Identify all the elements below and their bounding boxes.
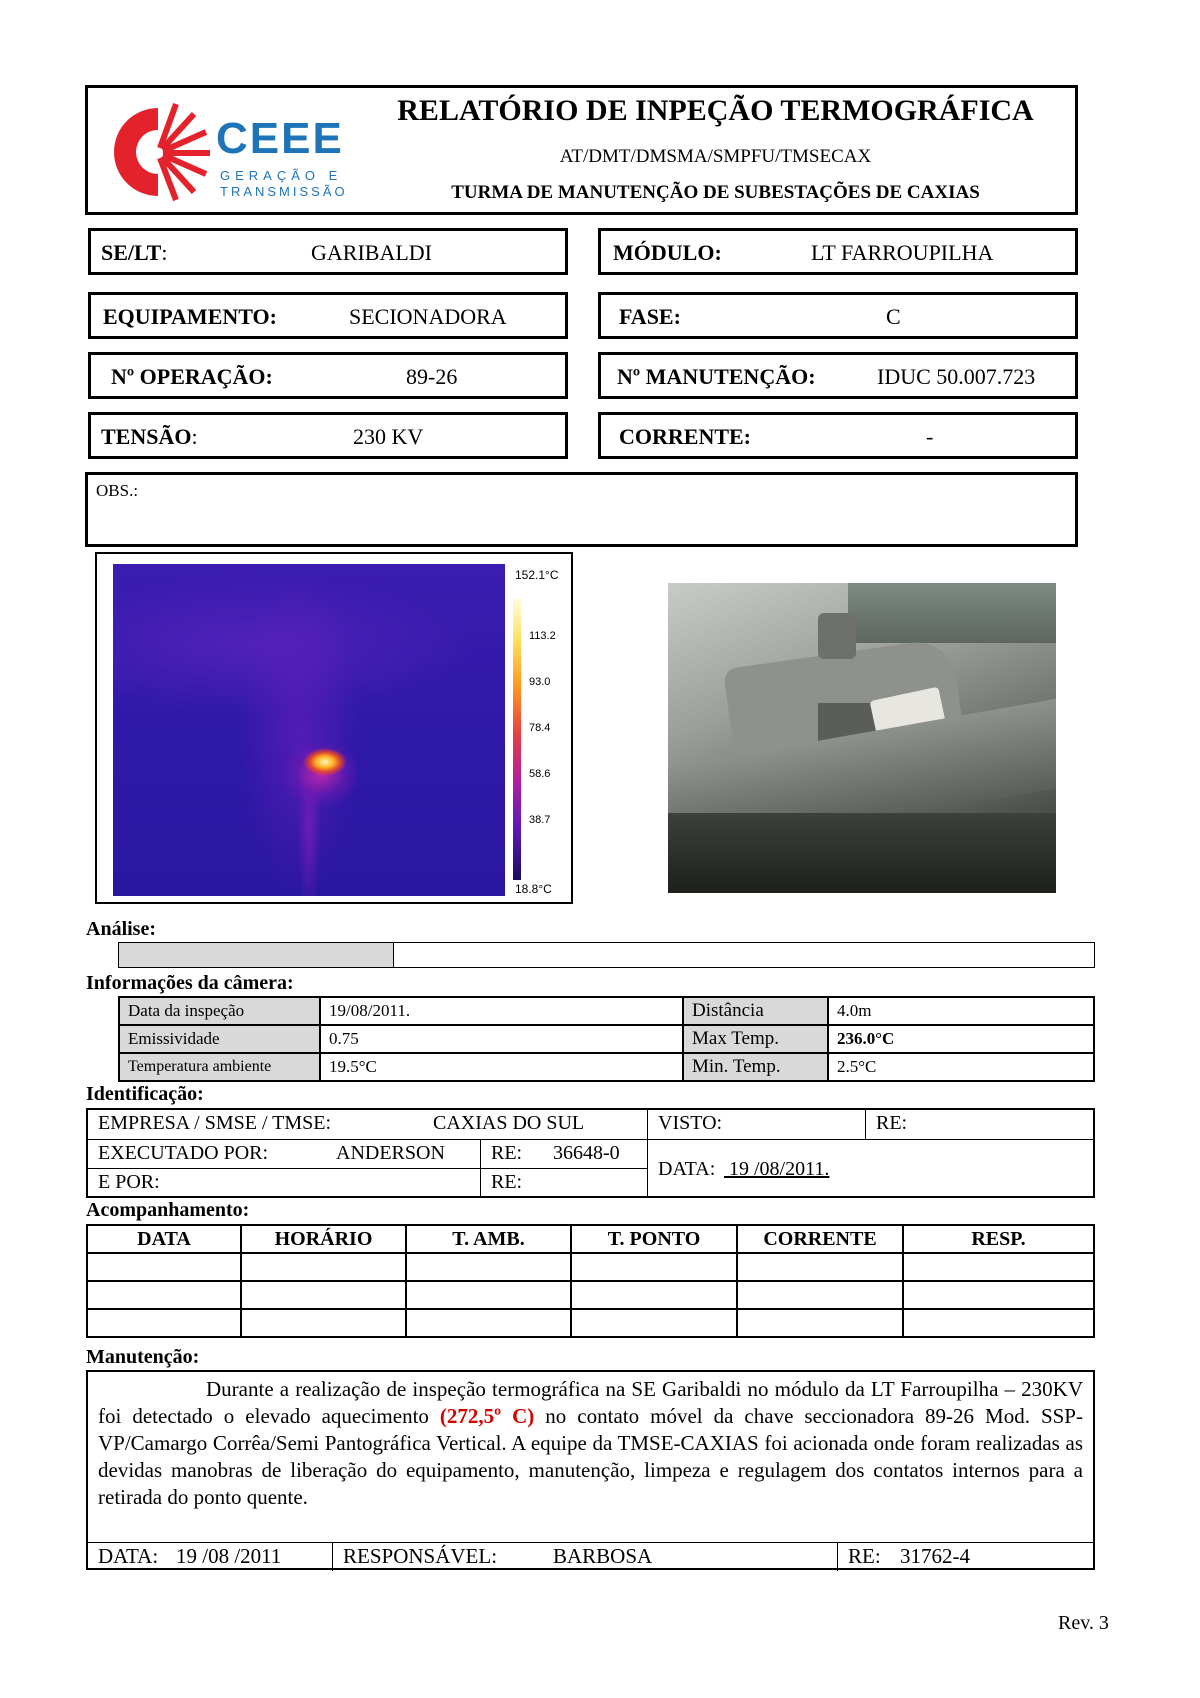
logo-sub1: GERAÇÃO E — [220, 168, 343, 183]
field-tensao — [88, 412, 568, 459]
thermal-scale-min: 18.8°C — [515, 882, 552, 896]
table-row — [87, 1225, 1094, 1253]
thermal-tick-3: 58.6 — [529, 768, 551, 780]
table-row — [119, 1053, 1094, 1081]
field-manutencao-num — [598, 352, 1078, 399]
maintenance-highlight: (272,5º C) — [439, 1404, 535, 1428]
col-resp: RESP. — [903, 1225, 1094, 1253]
obs-label: OBS.: — [96, 481, 139, 500]
epor-label: E POR: — [98, 1171, 160, 1193]
visto-re-label: RE: — [876, 1112, 908, 1134]
ceee-sunburst-icon — [96, 96, 216, 204]
camera-label: Min. Temp. — [683, 1053, 828, 1081]
camera-label: Emissividade — [119, 1025, 320, 1053]
camera-label: Data da inspeção — [119, 997, 320, 1025]
camera-title: Informações da câmera: — [86, 972, 294, 994]
camera-label: Distância — [683, 997, 828, 1025]
field-fase — [598, 292, 1078, 339]
photo-bottom-shadow — [668, 813, 1056, 893]
se-lt-label: SE/LT — [101, 240, 162, 265]
executado-re-value: 36648-0 — [553, 1142, 620, 1164]
maintenance-resp-label: RESPONSÁVEL: — [343, 1544, 498, 1568]
table-row — [87, 1253, 1094, 1281]
thermal-tick-4: 38.7 — [529, 814, 551, 826]
corrente-label: CORRENTE: — [619, 424, 752, 449]
table-row — [119, 997, 1094, 1025]
table-row — [87, 1281, 1094, 1309]
tensao-value: 230 KV — [353, 424, 424, 449]
tensao-label: TENSÃO — [101, 424, 192, 449]
col-t-ponto: T. PONTO — [571, 1225, 737, 1253]
photo-bolt — [818, 613, 856, 659]
follow-up-title: Acompanhamento: — [86, 1199, 250, 1221]
camera-value: 4.0m — [828, 997, 1094, 1025]
modulo-value: LT FARROUPILHA — [811, 240, 994, 265]
identification-data-value: 19 /08/2011. — [724, 1158, 830, 1180]
maintenance-text — [98, 1376, 1083, 1511]
field-equipamento — [88, 292, 568, 339]
field-se-lt — [88, 228, 568, 275]
analysis-gray-cell — [119, 943, 394, 967]
analysis-title: Análise: — [86, 918, 156, 940]
empresa-label: EMPRESA / SMSE / TMSE: — [98, 1112, 332, 1134]
camera-value: 19/08/2011. — [320, 997, 683, 1025]
table-row — [119, 1025, 1094, 1053]
thermal-color-scale — [513, 598, 521, 880]
field-modulo — [598, 228, 1078, 275]
fase-value: C — [886, 304, 901, 329]
report-code: AT/DMT/DMSMA/SMPFU/TMSECAX — [559, 146, 872, 167]
maintenance-box — [86, 1370, 1095, 1570]
thermal-tick-1: 93.0 — [529, 676, 551, 688]
revision-label: Rev. 3 — [1058, 1612, 1109, 1634]
executado-re-label: RE: — [491, 1142, 523, 1164]
identification-data-label: DATA: — [658, 1158, 716, 1180]
photo-background-yard — [848, 583, 1056, 643]
equipamento-value: SECIONADORA — [349, 304, 507, 329]
thermal-image-frame — [95, 552, 573, 904]
maintenance-text-after: no contato móvel da chave seccionadora 89-26 Mod. SSP-VP/Camargo Corrêa/Semi Pantográfica Vertical. A equipe da TMSE-CAXIAS foi acionada onde foram realizadas as devidas manobras de liberação do equipamento, manutenção, limpeza e regulagem dos contatos internos para a retirada do ponto quente. — [98, 1404, 1083, 1509]
manutencao-num-label: Nº MANUTENÇÃO: — [617, 364, 816, 389]
logo-sub2: TRANSMISSÃO — [220, 184, 348, 199]
epor-re-label: RE: — [491, 1171, 523, 1193]
camera-label: Temperatura ambiente — [119, 1053, 320, 1081]
fase-label: FASE: — [619, 304, 681, 329]
tensao-sep: : — [191, 424, 198, 449]
maintenance-text-before: Durante a realização de inspeção termográfica na SE Garibaldi no módulo da LT Farroupilha – 230KV foi detectado o elevado aquecimento — [98, 1377, 1083, 1428]
report-header — [85, 85, 1078, 215]
executado-label: EXECUTADO POR: — [98, 1142, 269, 1164]
table-row — [87, 1309, 1094, 1337]
analysis-bar — [118, 942, 1095, 968]
maintenance-re-label: RE: — [848, 1544, 881, 1568]
equipment-photo — [668, 583, 1056, 893]
col-data: DATA — [87, 1225, 241, 1253]
camera-value: 19.5°C — [320, 1053, 683, 1081]
thermal-scale-max: 152.1°C — [515, 568, 559, 582]
modulo-label: MÓDULO: — [613, 240, 722, 265]
report-title: RELATÓRIO DE INPEÇÃO TERMOGRÁFICA — [397, 94, 1034, 127]
thermal-tick-2: 78.4 — [529, 722, 551, 734]
thermal-image — [113, 564, 505, 896]
camera-value: 0.75 — [320, 1025, 683, 1053]
camera-value: 2.5°C — [828, 1053, 1094, 1081]
maintenance-data-label: DATA: — [98, 1544, 159, 1568]
operacao-label: Nº OPERAÇÃO: — [111, 364, 273, 389]
maintenance-title: Manutenção: — [86, 1346, 200, 1368]
report-team: TURMA DE MANUTENÇÃO DE SUBESTAÇÕES DE CAXIAS — [451, 182, 980, 203]
operacao-value: 89-26 — [406, 364, 458, 389]
camera-table — [118, 996, 1095, 1082]
logo-wordmark: CEEE — [216, 114, 344, 163]
se-lt-sep: : — [161, 240, 168, 265]
identification-box — [86, 1108, 1095, 1198]
col-t-amb: T. AMB. — [406, 1225, 571, 1253]
corrente-value: - — [926, 424, 934, 449]
field-corrente — [598, 412, 1078, 459]
manutencao-num-value: IDUC 50.007.723 — [877, 364, 1036, 389]
ceee-logo — [96, 96, 346, 206]
col-corrente: CORRENTE — [737, 1225, 903, 1253]
camera-value: 236.0°C — [828, 1025, 1094, 1053]
empresa-value: CAXIAS DO SUL — [433, 1112, 585, 1134]
maintenance-re-value: 31762-4 — [900, 1544, 970, 1568]
maintenance-data-value: 19 /08 /2011 — [176, 1544, 282, 1568]
executado-value: ANDERSON — [336, 1142, 445, 1164]
identification-title: Identificação: — [86, 1083, 204, 1105]
visto-label: VISTO: — [658, 1112, 723, 1134]
field-obs — [85, 472, 1078, 547]
maintenance-resp-value: BARBOSA — [553, 1544, 653, 1568]
col-horario: HORÁRIO — [241, 1225, 406, 1253]
follow-up-table — [86, 1224, 1095, 1338]
se-lt-value: GARIBALDI — [311, 240, 432, 265]
field-operacao — [88, 352, 568, 399]
thermal-tick-0: 113.2 — [529, 630, 556, 642]
camera-label: Max Temp. — [683, 1025, 828, 1053]
equipamento-label: EQUIPAMENTO: — [103, 304, 277, 329]
